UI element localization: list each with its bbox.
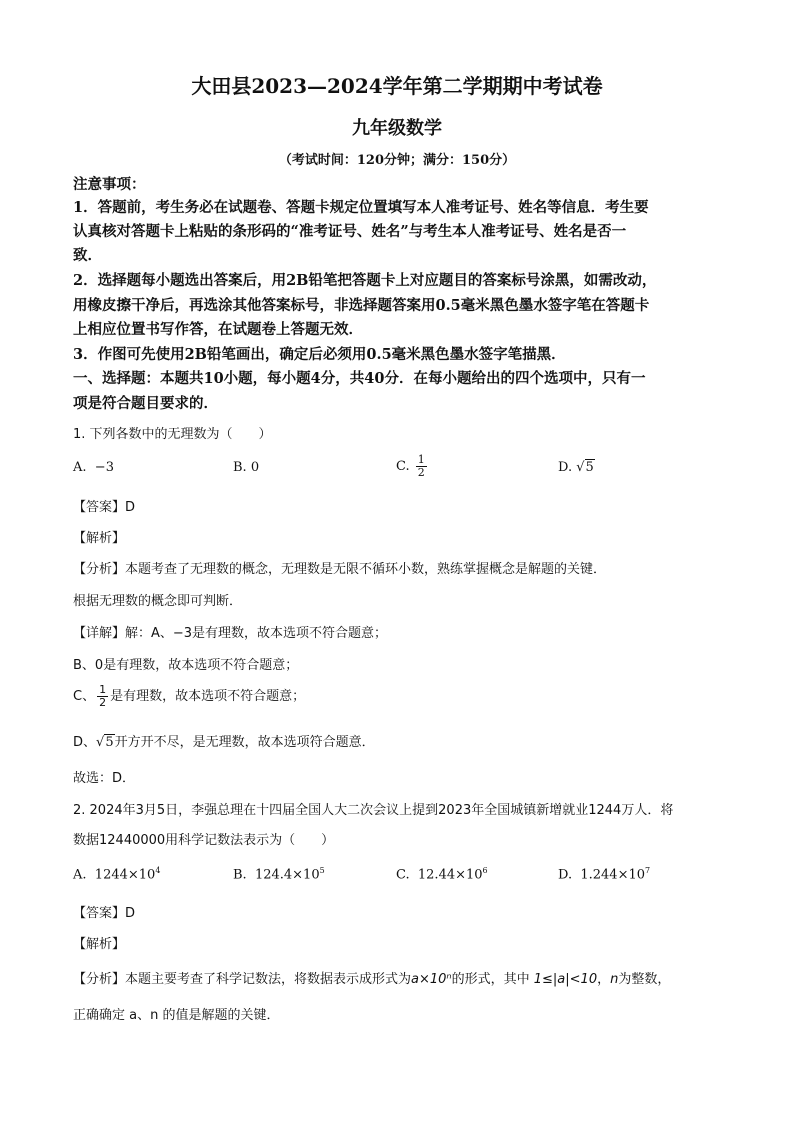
notes-line: 3．作图可先使用2B铅笔画出，确定后必须用0.5毫米黑色墨水签字笔描黑． — [73, 346, 566, 363]
notes-line: 致． — [73, 247, 102, 264]
question-2-stem-cont: 数据12440000用科学记数法表示为（ ） — [73, 833, 335, 848]
notes-heading: 注意事项： — [73, 176, 146, 193]
q1-detail-c: C、 $\frac{1}{2}$ 是有理数，故本选项不符合题意； — [73, 683, 306, 709]
option-label: A. — [73, 460, 87, 475]
section-heading-cont: 项是符合题目要求的． — [73, 395, 218, 412]
q1-option-b — [233, 460, 259, 475]
option-label: D. — [558, 460, 573, 475]
q2-fenxi: 【分析】本题主要考查了科学记数法，将数据表示成形式为a×10ⁿ的形式，其中 1≤|a|<10，n为整数， — [73, 972, 671, 987]
square-root: √5 — [576, 460, 594, 475]
q1-detail-a: 【详解】解：A、−3是有理数，故本选项不符合题意； — [73, 626, 388, 641]
q2-option-d: D. $1.244\times 10^7$ — [558, 866, 651, 883]
notes-line: 上相应位置书写作答，在试题卷上答题无效． — [73, 321, 363, 338]
q2-answer: 【答案】D — [73, 906, 136, 921]
exam-subtitle: 九年级数学 — [352, 118, 442, 139]
q1-choice: 故选：D． — [73, 771, 136, 786]
q2-option-a: A. $1244\times 10^4$ — [73, 866, 161, 883]
q1-detail-d: D、√5开方开不尽，是无理数，故本选项符合题意． — [73, 735, 375, 750]
fraction: $\frac{1}{2}$ — [99, 683, 107, 709]
q1-option-c — [396, 454, 429, 479]
option-label: B. — [233, 460, 247, 475]
q1-analysis-label: 【解析】 — [73, 531, 126, 546]
q1-fenxi: 【分析】本题考查了无理数的概念，无理数是无限不循环小数，熟练掌握概念是解题的关键． — [73, 562, 607, 577]
fraction: $\frac{1}{2}$ — [417, 453, 425, 479]
q2-fenxi-2: 正确确定 a、n 的值是解题的关键． — [73, 1008, 280, 1023]
q1-option-d — [558, 460, 595, 475]
option-value: −3 — [94, 460, 114, 475]
q2-option-c: C. $12.44\times 10^6$ — [396, 866, 488, 883]
question-1-stem: 1. 下列各数中的无理数为（ ） — [73, 427, 272, 442]
q1-detail-b: B、0是有理数，故本选项不符合题意； — [73, 658, 299, 673]
q1-answer: 【答案】D — [73, 500, 136, 515]
option-value: 0 — [250, 460, 260, 475]
section-heading: 一、选择题：本题共10小题，每小题4分，共40分．在每小题给出的四个选项中，只有一 — [73, 370, 646, 387]
q1-option-a — [73, 460, 114, 475]
q1-fenxi-2: 根据无理数的概念即可判断． — [73, 594, 243, 609]
square-root: √5 — [96, 735, 114, 750]
q2-analysis-label: 【解析】 — [73, 937, 126, 952]
notes-line: 2．选择题每小题选出答案后，用2B铅笔把答题卡上对应题目的答案标号涂黑，如需改动， — [73, 272, 657, 289]
q2-option-b: B. $124.4\times 10^5$ — [233, 866, 325, 883]
exam-info: （考试时间：120分钟；满分：150分） — [278, 153, 516, 168]
notes-line: 用橡皮擦干净后，再选涂其他答案标号，非选择题答案用0.5毫米黑色墨水签字笔在答题卡 — [73, 297, 650, 314]
notes-line: 1．答题前，考生务必在试题卷、答题卡规定位置填写本人准考证号、姓名等信息．考生要 — [73, 199, 649, 216]
notes-line: 认真核对答题卡上粘贴的条形码的“准考证号、姓名”与考生本人准考证号、姓名是否一 — [73, 223, 627, 240]
question-2-stem: 2. 2024年3月5日，李强总理在十四届全国人大二次会议上提到2023年全国城镇新增就业1244万人．将 — [73, 803, 674, 818]
option-label: C. — [396, 459, 410, 474]
exam-title: 大田县2023—2024学年第二学期期中考试卷 — [191, 74, 603, 98]
